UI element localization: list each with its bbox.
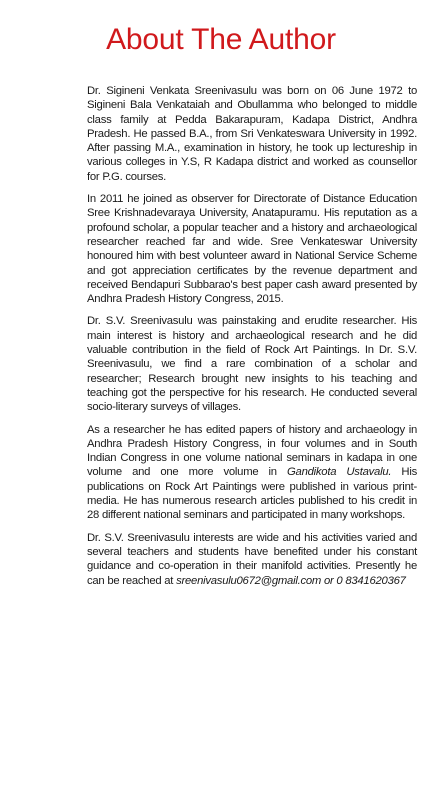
contact-details: sreenivasulu0672@gmail.com or 0 8341620367 (176, 574, 406, 587)
page-title: About The Author (106, 23, 336, 56)
bio-paragraph-birth-education: Dr. Sigineni Venkata Sreenivasulu was born on 06 June 1972 to Sigineni Bala Venkataiah and Obullamma who belonged to middle class family at Pedda Bakarapuram, Kadapa District, Andhra Pradesh. He passed B.A., from Sri Venkateswara University in 1992. After passing M.A., examination in history, he took up lectureship in various colleges in Y.S, R Kadapa district and worked as counsellor for P.G. courses. (87, 85, 417, 183)
bio-paragraph-career: In 2011 he joined as observer for Directorate of Distance Education Sree Krishnadevaraya University, Anatapuramu. His reputation as a profound scholar, a popular teacher and a history and archaeological researcher reached far and wide. Sree Venkateswar University honoured him with best volunteer award in National Service Scheme and got appreciation certificates by the revenue department and received Bendapuri Subbarao's best paper cash award presented by Andhra Pradesh History Congress, 2015. (87, 193, 417, 306)
author-biography (87, 84, 417, 588)
publications-text-continued: His publications on Rock Art Paintings were published in various print-media. He has numerous research articles published to his credit in 28 different national seminars and participated in many workshops. (87, 466, 417, 522)
publications-text: As a researcher he has edited papers of history and archaeology in Andhra Pradesh History Congress, in four volumes and in South Indian Congress in one volume national seminars in kadapa in one volume and one more volume in (87, 423, 417, 479)
book-title: Gandikota Ustavalu. (287, 466, 392, 479)
bio-paragraph-research: Dr. S.V. Sreenivasulu was painstaking and erudite researcher. His main interest is history and archaeological research and he did valuable contribution in the field of Rock Art Paintings. In Dr. S.V. Sreenivasulu, we find a rare combination of a scholar and researcher; Research brought new insights to his teaching and teaching got the perspective for his research. He conducted several socio-literary surveys of villages. (87, 315, 417, 414)
bio-paragraph-publications (87, 423, 417, 523)
bio-paragraph-contact (87, 531, 417, 588)
contact-intro: Dr. S.V. Sreenivasulu interests are wide and his activities varied and several teachers and students have benefited under his constant guidance and co-operation in their manifold activities. Presently he can be reached at (87, 531, 417, 587)
